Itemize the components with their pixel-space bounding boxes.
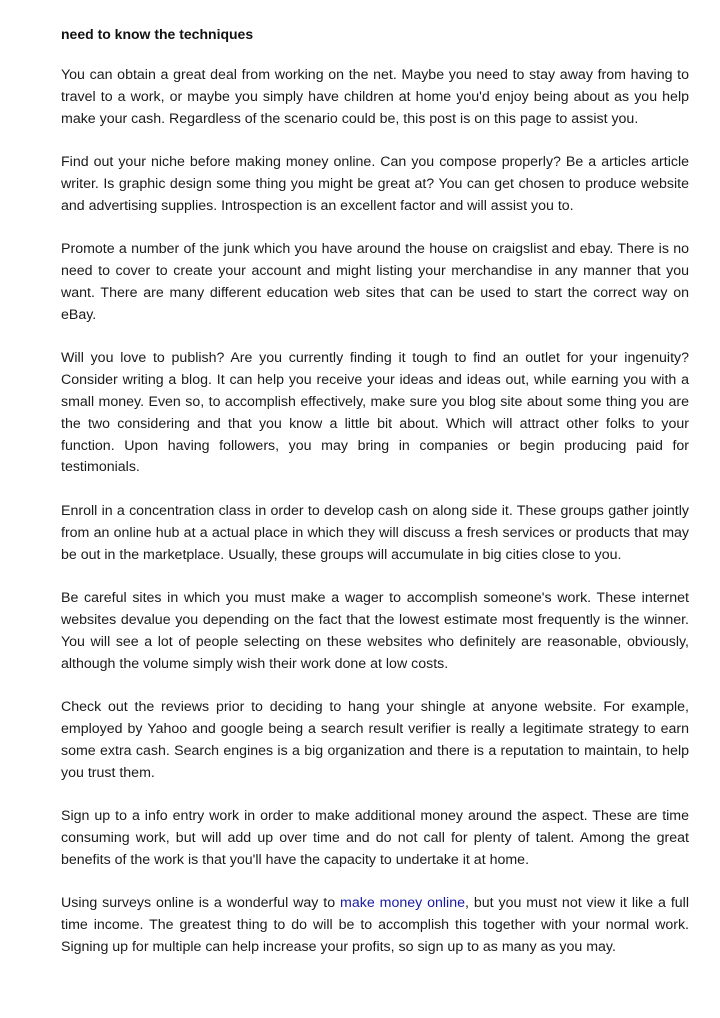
paragraph-6: Be careful sites in which you must make a wager to accomplish someone's work. These internet websites devalue you depending on the fact that the lowest estimate most frequently is the winner. You will see a lot of people selecting on these websites who definitely are reasonable, obviously, although the volume simply wish their work done at low costs. xyxy=(61,590,689,672)
make-money-online-link[interactable]: make money online xyxy=(340,895,465,912)
paragraph-9-text-before-link: Using surveys online is a wonderful way to xyxy=(61,895,341,912)
paragraph-2: Find out your niche before making money online. Can you compose properly? Be a articles article writer. Is graphic design some thing you might be great at? You can get chosen to produce website and advertising supplies. Introspection is an excellent factor and will assist you to. xyxy=(61,154,689,214)
document-page xyxy=(61,24,689,980)
paragraph-9-text-after-link: , but you must not view it like a full time income. The greatest thing to do will be to accomplish this together with your normal work. Signing up for multiple can help increase your profits, so sign up to as many as you may. xyxy=(61,895,689,955)
paragraph-3: Promote a number of the junk which you have around the house on craigslist and ebay. There is no need to cover to create your account and might listing your merchandise in any manner that you want. There are many different education web sites that can be used to start the correct way on eBay. xyxy=(61,241,689,323)
paragraph-5: Enroll in a concentration class in order to develop cash on along side it. These groups gather jointly from an online hub at a actual place in which they will discuss a fresh services or products that may be out in the marketplace. Usually, these groups will accumulate in big cities close to you. xyxy=(61,502,689,563)
paragraph-1: You can obtain a great deal from working on the net. Maybe you need to stay away from having to travel to a work, or maybe you simply have children at home you'd enjoy being about as you help make your cash. Regardless of the scenario could be, this post is on this page to assist you. xyxy=(61,67,689,127)
paragraph-7: Check out the reviews prior to deciding to hang your shingle at anyone website. For example, employed by Yahoo and google being a search result verifier is really a legitimate strategy to earn some extra cash. Search engines is a big organization and there is a reputation to maintain, to help you trust them. xyxy=(61,699,689,781)
document-heading: need to know the techniques xyxy=(61,26,254,42)
paragraph-8: Sign up to a info entry work in order to make additional money around the aspect. These are time consuming work, but will add up over time and do not call for plenty of talent. Among the great benefits of the work is that you'll have the capacity to undertake it at home. xyxy=(61,808,689,868)
paragraph-4: Will you love to publish? Are you currently finding it tough to find an outlet for your ingenuity? Consider writing a blog. It can help you receive your ideas and ideas out, while earning you with a small money. Even so, to accomplish effectively, make sure you blog site about some thing you are the two considering and that you know a little bit about. Which will attract other folks to your function. Upon having followers, you may bring in companies or begin producing paid for testimonials. xyxy=(61,350,689,476)
paragraph-9 xyxy=(61,893,689,958)
